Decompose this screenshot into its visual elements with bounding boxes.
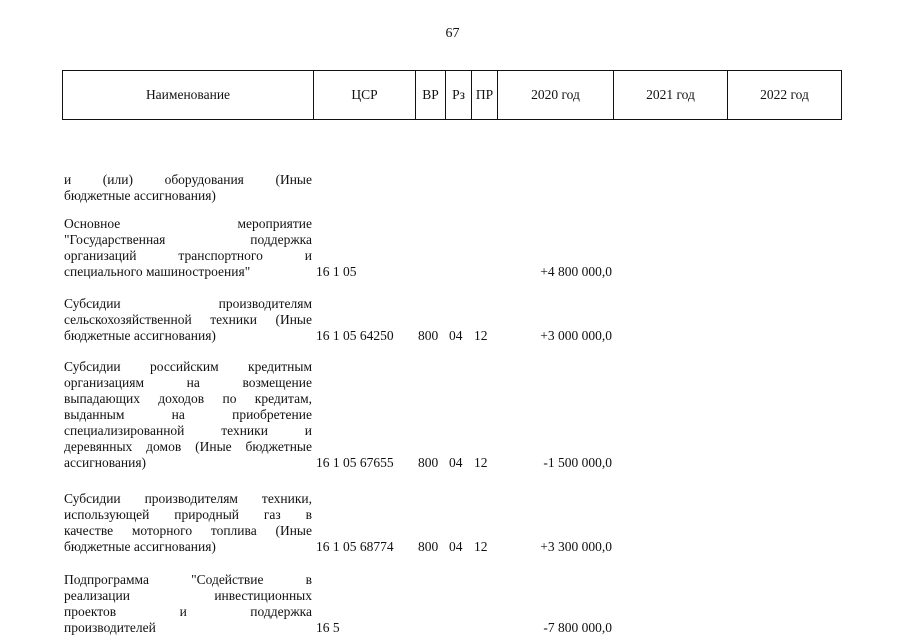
header-2020: 2020 год (497, 71, 613, 119)
row-name (64, 172, 312, 204)
row-vr: 800 (418, 328, 439, 343)
row-name-line: использующей природный газ в (64, 507, 312, 522)
row-csr: 16 1 05 67655 (316, 455, 394, 470)
row-name-line: проектов и поддержка (64, 604, 312, 619)
header-vr: ВР (415, 71, 445, 119)
row-csr: 16 1 05 64250 (316, 328, 394, 343)
row-name-line: специализированной техники и (64, 423, 312, 438)
row-name-line: организаций транспортного и (64, 248, 312, 263)
page-number: 67 (445, 26, 460, 41)
row-pr: 12 (474, 328, 488, 343)
row-name-line: бюджетные ассигнования) (64, 188, 216, 203)
row-name-line: сельскохозяйственной техники (Иные (64, 312, 312, 327)
header-rz: Рз (445, 71, 471, 119)
row-name-line: бюджетные ассигнования) (64, 539, 216, 554)
row-name-line: организациям на возмещение (64, 375, 312, 390)
row-name-line: производителей (64, 620, 156, 635)
row-pr: 12 (474, 455, 488, 470)
header-name: Наименование (145, 87, 231, 102)
row-name-line: выпадающих доходов по кредитам, (64, 391, 312, 406)
header-csr: ЦСР (313, 71, 415, 119)
row-csr: 16 5 (316, 620, 340, 635)
row-pr: 12 (474, 539, 488, 554)
row-csr: 16 1 05 68774 (316, 539, 394, 554)
row-name-line: "Государственная поддержка (64, 232, 312, 247)
header-pr: ПР (471, 71, 497, 119)
row-name-line: Субсидии российским кредитным (64, 359, 312, 374)
row-name-line: деревянных домов (Иные бюджетные (64, 439, 312, 454)
row-y2020: -1 500 000,0 (543, 455, 612, 470)
row-rz: 04 (449, 539, 463, 554)
row-name-line: ассигнования) (64, 455, 147, 470)
row-name-line: Основное мероприятие (64, 216, 312, 231)
row-name (64, 296, 312, 344)
row-name-line: бюджетные ассигнования) (64, 328, 216, 343)
row-name (64, 216, 312, 280)
row-name-line: реализации инвестиционных (64, 588, 312, 603)
row-name-line: Подпрограмма "Содействие в (64, 572, 312, 587)
header-2021: 2021 год (613, 71, 727, 119)
row-y2020: -7 800 000,0 (543, 620, 612, 635)
row-name-line: Субсидии производителям (64, 296, 312, 311)
row-y2020: +4 800 000,0 (540, 264, 612, 279)
row-name (64, 359, 312, 471)
row-y2020: +3 300 000,0 (540, 539, 612, 554)
row-name-line: Субсидии производителям техники, (64, 491, 312, 506)
budget-table (62, 70, 842, 635)
row-name-line: специального машиностроения" (64, 264, 251, 279)
row-name-line: выданным на приобретение (64, 407, 312, 422)
row-vr: 800 (418, 539, 439, 554)
row-rz: 04 (449, 455, 463, 470)
row-name-line: и (или) оборудования (Иные (64, 172, 312, 187)
table-header (62, 70, 842, 120)
row-vr: 800 (418, 455, 439, 470)
row-name (64, 572, 312, 636)
header-2022: 2022 год (727, 71, 841, 119)
row-csr: 16 1 05 (316, 264, 357, 279)
row-y2020: +3 000 000,0 (540, 328, 612, 343)
row-rz: 04 (449, 328, 463, 343)
row-name (64, 491, 312, 555)
row-name-line: качестве моторного топлива (Иные (64, 523, 312, 538)
